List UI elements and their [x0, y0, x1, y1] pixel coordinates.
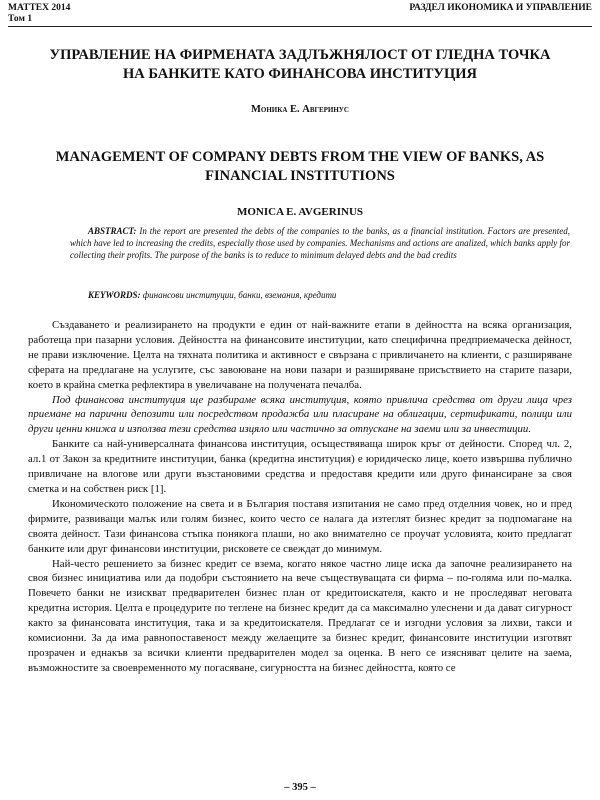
- paragraph: Икономическото положение на света и в България поставя изпитания не само пред отделния човек, но и пред фирмите, развиващи малък или голям бизнес, които често се налага да изтеглят бизнес кредит за подпомагане на своята дейност. Тази финансова стъпка понякога плаши, но ако внимателно се проучат условията, които предлагат банките или друг финансови институции, рисковете се свеждат до минимум.: [28, 497, 572, 555]
- volume-label: Том 1: [8, 14, 33, 24]
- section-label: РАЗДЕЛ ИКОНОМИКА И УПРАВЛЕНИЕ: [409, 3, 592, 13]
- paragraph: Създаването и реализирането на продукти е един от най-важните етапи в дейността на всяка организация, работеща при пазарни условия. Дейността на финансовите институции, като специфична предприемаческа дейност, не прави изключение. Целта на тяхната политика и активност е свързана с привличането на клиенти, с разширяване сферата на предлагане на услугите, със завоюване на нови пазари и разширяване присъствието на старите пазари, което в крайна сметка рефлектира в увеличаване на получената печалба.: [28, 319, 572, 391]
- abstract-label: ABSTRACT:: [88, 226, 137, 236]
- header-left: [8, 3, 70, 25]
- abstract-text: In the report are presented the debts of the companies to the banks, as a financial institution. Factors are presented, which have led to increasing the credits, especially those used by companies. Mechanisms and actions are analized, which banks apply for collecting their profits. The purpose of the banks is to reduce to minimum delayed debts and the bad credits: [70, 226, 571, 260]
- paragraph: Банките са най-универсалната финансова институция, осъществяваща широк кръг от дейности. Според чл. 2, ал.1 от Закон за кредитните институции, банка (кредитна институция) е юридическо лице, което извършва публично привличане на влогове или други възстановими средства и предоставя кредити или друго финансиране за своя сметка и на собствен риск [1].: [28, 438, 572, 495]
- author-bulgarian: Моника Е. Авгеринус: [251, 104, 349, 115]
- title-english: MANAGEMENT OF COMPANY DEBTS FROM THE VIEW OF BANKS, AS FINANCIAL INSTITUTIONS: [55, 149, 545, 184]
- abstract: [70, 225, 570, 261]
- page-number: – 395 –: [284, 782, 316, 793]
- keywords-text: финансови институции, банки, вземания, кредити: [142, 290, 337, 300]
- paragraph: Под финансова институция ще разбираме всяка институция, която привлича средства от други лица чрез приемане на парични депозити или посредством продажба или пласиране на облигации, сертификати, полици или други ценни книжа и използва тези средства изцяло или частично за отпускане на заеми или за инвестиции.: [28, 393, 572, 436]
- title-bulgarian: УПРАВЛЕНИЕ НА ФИРМЕНАТА ЗАДЛЪЖНЯЛОСТ ОТ ГЛЕДНА ТОЧКА НА БАНКИТЕ КАТО ФИНАНСОВА ИНСТИТУЦИЯ: [49, 47, 551, 82]
- body-text: [28, 318, 572, 676]
- keywords-label: KEYWORDS:: [88, 290, 141, 300]
- journal-name: MATTEX 2014: [8, 3, 71, 13]
- author-english: MONICA E. AVGERINUS: [236, 206, 364, 218]
- keywords: [70, 290, 570, 300]
- header-divider: [8, 26, 592, 27]
- paragraph: Най-често решението за бизнес кредит се взема, когато някое частно лице иска да започне реализирането на своя бизнес инициатива или да подобри състоянието на вече съществуващата си фирма – по-голяма или по-малка. Повечето банки не изискват предварителен бизнес план от кредитоискателя, както и не проследяват неговата кредитна история. Целта е процедурите по теглене на бизнес кредит да са максимално улеснени и да дават сигурност както за финансовата институция, така и за кредитоискателя. Предлагат се и изгодни условия за лихви, такси и комисионни. За да има равнопоставеност между желаещите за бизнес кредит, финансовите институции изготвят прозрачен и еднакъв за всички клиенти предварителен модел за оценка. В него се изясняват целите на заема, възможностите за своевременното му погасяване, сигурността на бизнес дейността, която се: [28, 557, 572, 674]
